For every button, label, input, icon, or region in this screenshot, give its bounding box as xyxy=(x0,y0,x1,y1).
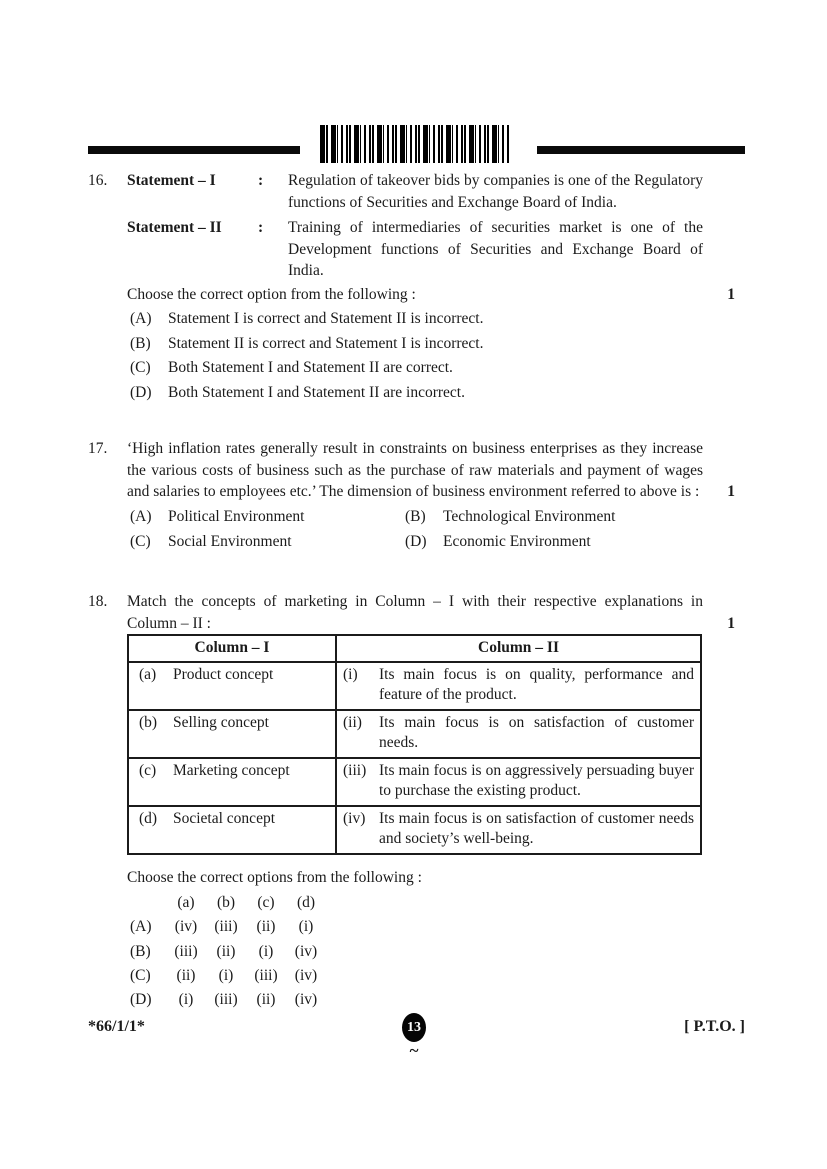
statement-2-colon: : xyxy=(258,219,264,236)
option-text: Social Environment xyxy=(168,533,292,550)
matrix-cell: (iii) xyxy=(254,966,278,984)
statement-1-label: Statement – I xyxy=(127,172,216,189)
option-text: Technological Environment xyxy=(443,508,616,525)
row-label: (b) xyxy=(139,713,158,731)
matrix-cell: (ii) xyxy=(176,966,196,984)
matrix-row xyxy=(130,916,745,940)
matrix-cell: (iv) xyxy=(294,966,318,984)
question-text: Match the concepts of marketing in Column – I with their respective explanations in Column – II : xyxy=(127,593,703,632)
option-row xyxy=(130,308,745,330)
matrix-cell: (i) xyxy=(218,966,234,984)
matrix-cell: (i) xyxy=(298,918,314,936)
statement-2-label: Statement – II xyxy=(127,219,222,236)
statement-1-colon: : xyxy=(258,172,264,189)
statement-2-text: Training of intermediaries of securities market is one of the Development functions of Securities and Exchange Board of India. xyxy=(288,219,703,279)
marks-value: 1 xyxy=(727,483,735,500)
option-text: Economic Environment xyxy=(443,533,591,550)
matrix-header: (a) xyxy=(177,894,195,911)
page-number-badge: 13 xyxy=(402,1013,426,1042)
statement-1-row xyxy=(88,170,745,213)
table-header-column-2: Column – II xyxy=(336,635,701,662)
row-label: (d) xyxy=(139,809,158,827)
row-label: (i) xyxy=(343,665,358,683)
matrix-cell: (iii) xyxy=(214,991,238,1009)
matrix-cell: (iv) xyxy=(294,991,318,1009)
option-label: (A) xyxy=(130,918,152,936)
option-label: (C) xyxy=(130,533,151,550)
matrix-cell: (i) xyxy=(178,991,194,1009)
option-row xyxy=(130,382,745,404)
row-label: (iii) xyxy=(343,761,367,779)
concept-text: Product concept xyxy=(173,665,274,683)
question-number: 16. xyxy=(88,172,108,189)
explanation-text: Its main focus is on satisfaction of customer needs and society’s well-being. xyxy=(379,809,694,847)
table-row xyxy=(128,806,701,854)
matrix-header: (c) xyxy=(257,894,275,911)
barcode xyxy=(320,125,509,163)
question-16 xyxy=(88,170,745,403)
option-label: (B) xyxy=(130,942,151,960)
option-label: (A) xyxy=(130,508,152,525)
choose-instruction: Choose the correct options from the following : xyxy=(127,868,422,886)
option-label: (C) xyxy=(130,966,151,984)
option-row-pair xyxy=(130,531,745,553)
top-rule-left xyxy=(88,146,300,154)
match-table xyxy=(127,634,702,855)
options-list xyxy=(130,308,745,403)
question-text-row xyxy=(88,591,745,634)
matrix-row xyxy=(130,941,745,965)
top-rule-right xyxy=(537,146,745,154)
option-row xyxy=(130,357,745,379)
paper-code: *66/1/1* xyxy=(88,1018,145,1035)
matrix-cell: (iii) xyxy=(174,942,198,960)
option-label: (D) xyxy=(405,533,427,550)
option-label: (D) xyxy=(130,383,152,401)
row-label: (iv) xyxy=(343,809,366,827)
table-header-column-1: Column – I xyxy=(128,635,336,662)
matrix-row xyxy=(130,965,745,989)
question-number: 17. xyxy=(88,440,108,457)
option-row xyxy=(130,333,745,355)
statement-2-row xyxy=(88,217,745,282)
question-18 xyxy=(88,591,745,1013)
concept-text: Marketing concept xyxy=(173,761,290,779)
matrix-cell: (ii) xyxy=(256,991,276,1009)
question-17 xyxy=(88,438,745,553)
option-label: (B) xyxy=(130,334,151,352)
concept-text: Societal concept xyxy=(173,809,275,827)
option-label: (D) xyxy=(130,991,152,1009)
option-text: Political Environment xyxy=(168,508,305,525)
question-text: ‘High inflation rates generally result in constraints on business enterprises as they increase the various costs of business such as the purchase of raw materials and payment of wages and salaries to employees etc.’ The dimension of business environment referred to above is : xyxy=(127,440,703,500)
concept-text: Selling concept xyxy=(173,713,269,731)
matrix-header: (b) xyxy=(216,894,236,911)
table-row xyxy=(128,710,701,758)
explanation-text: Its main focus is on quality, performance and feature of the product. xyxy=(379,665,694,703)
question-number-spacer xyxy=(88,217,127,282)
option-text: Statement I is correct and Statement II is incorrect. xyxy=(168,310,484,327)
explanation-text: Its main focus is on satisfaction of customer needs. xyxy=(379,713,694,751)
explanation-text: Its main focus is on aggressively persuading buyer to purchase the existing product. xyxy=(379,761,694,799)
matrix-cell: (i) xyxy=(258,942,274,960)
option-text: Both Statement I and Statement II are incorrect. xyxy=(168,383,465,401)
row-label: (ii) xyxy=(343,713,362,731)
question-number: 18. xyxy=(88,593,108,610)
table-row xyxy=(128,662,701,710)
option-label: (B) xyxy=(405,508,426,525)
choose-instruction: Choose the correct option from the following : xyxy=(127,285,416,303)
matrix-cell: (iv) xyxy=(294,942,318,960)
choose-instruction-row xyxy=(127,284,745,306)
pto-label: [ P.T.O. ] xyxy=(684,1018,745,1035)
answer-matrix xyxy=(130,892,745,1013)
option-text: Both Statement I and Statement II are correct. xyxy=(168,359,453,376)
table-header-row xyxy=(128,635,701,662)
option-row-pair xyxy=(130,506,745,528)
matrix-cell: (ii) xyxy=(216,942,236,960)
matrix-corner xyxy=(130,892,166,916)
option-label: (A) xyxy=(130,310,152,327)
marks-value: 1 xyxy=(727,285,735,303)
tilde-mark: ~ xyxy=(409,1041,419,1060)
matrix-header: (d) xyxy=(296,894,316,911)
question-text-row xyxy=(88,438,745,503)
marks-value: 1 xyxy=(727,614,735,632)
matrix-row xyxy=(130,989,745,1013)
matrix-cell: (iv) xyxy=(174,918,198,936)
row-label: (c) xyxy=(139,761,157,779)
option-label: (C) xyxy=(130,359,151,376)
row-label: (a) xyxy=(139,665,157,683)
matrix-cell: (ii) xyxy=(256,918,276,936)
option-text: Statement II is correct and Statement I is incorrect. xyxy=(168,334,484,352)
table-row xyxy=(128,758,701,806)
matrix-header-row xyxy=(130,892,745,916)
statement-1-text: Regulation of takeover bids by companies is one of the Regulatory functions of Securities and Exchange Board of India. xyxy=(288,172,703,211)
matrix-cell: (iii) xyxy=(214,918,238,936)
